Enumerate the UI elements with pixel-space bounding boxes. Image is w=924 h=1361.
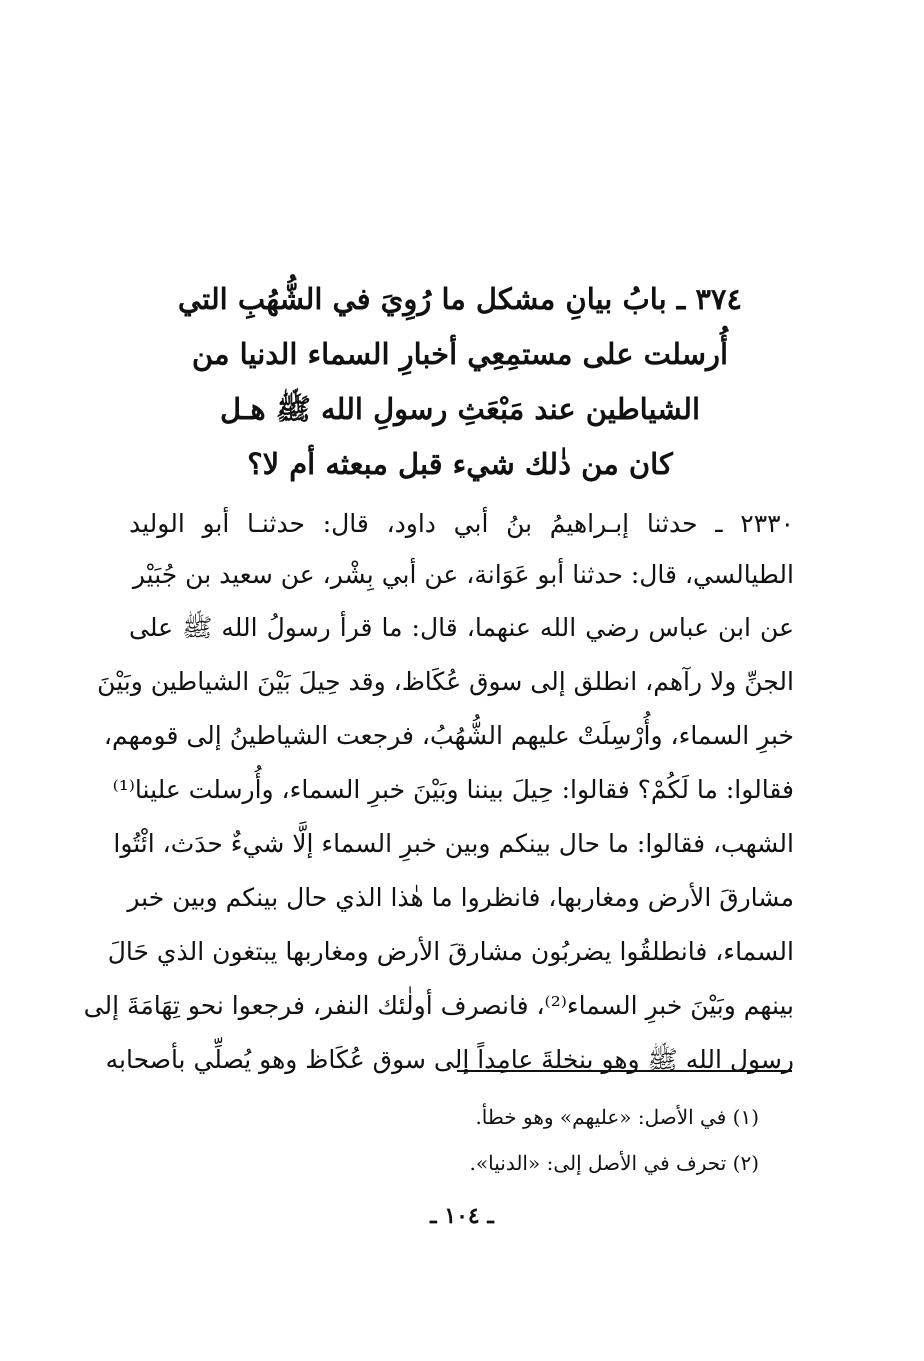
text-line: الجنِّ ولا رآهم، انطلق إلى سوق عُكَاظ، وقد حِيلَ بَيْنَ الشياطين وبَيْنَ: [97, 667, 794, 696]
chapter-heading-line: ٣٧٤ ـ بابُ بيانِ مشكل ما رُوِيَ في الشُّهُبِ التي: [177, 282, 743, 316]
chapter-heading-line: كان من ذٰلك شيء قبل مبعثه أم لا؟: [247, 447, 673, 481]
footnote-2: (٢) تحرف في الأصل إلى: «الدنيا».: [469, 1151, 759, 1175]
text-line: الشهب، فقالوا: ما حال بينكم وبين خبرِ السماء إلَّا شيءٌ حدَث، ائْتُوا: [113, 829, 794, 858]
text-line: فقالوا: ما لَكُمْ؟ فقالوا: حِيلَ بيننا وبَيْنَ خبرِ السماء، وأُرسلت علينا⁽¹⁾: [112, 775, 794, 804]
text-line: ٢٣٣٠ ـ حدثنا إبـراهيمُ بنُ أبي داود، قال: حدثنـا أبو الوليد: [129, 509, 794, 538]
chapter-heading-line: أُرسلت على مستمِعِي أخبارِ السماء الدنيا من: [191, 337, 729, 371]
text-line: رسول الله ﷺ وهو بنخلةَ عامِداً إلى سوق عُكَاظ وهو يُصلِّي بأصحابه: [105, 1045, 794, 1074]
hadith-isnad: [129, 498, 794, 600]
text-line: مشارقَ الأرض ومغاربها، فانظروا ما هٰذا الذي حال بينكم وبين خبر: [127, 883, 794, 912]
footnote-1: (١) في الأصل: «عليهم» وهو خطأ.: [475, 1105, 759, 1129]
text-line: خبرِ السماء، وأُرْسِلَتْ عليهم الشُّهُبُ، فرجعت الشياطينُ إلى قومهم،: [103, 721, 794, 750]
page-number: ـ ١٠٤ ـ: [430, 1203, 494, 1229]
text-line: السماء، فانطلقُوا يضربُون مشارقَ الأرض ومغاربها يبتغون الذي حَالَ: [107, 937, 794, 966]
text-line: عن ابن عباس رضي الله عنهما، قال: ما قرأ رسولُ الله ﷺ على: [129, 613, 794, 642]
text-line: الطيالسي، قال: حدثنا أبو عَوَانة، عن أبي بِشْر، عن سعيد بن جُبَيْر: [132, 560, 794, 589]
footnote-divider: [457, 1070, 792, 1072]
chapter-heading-line: الشياطين عند مَبْعَثِ رسولِ الله ﷺ هـل: [219, 392, 701, 426]
text-line: بينهم وبَيْنَ خبرِ السماء⁽²⁾، فانصرف أولٰئك النفر، فرجعوا نحو تِهَامَةَ إلى: [83, 991, 794, 1020]
chapter-heading: [150, 272, 770, 492]
footnotes: [159, 1094, 759, 1186]
hadith-matn: [83, 601, 794, 1087]
